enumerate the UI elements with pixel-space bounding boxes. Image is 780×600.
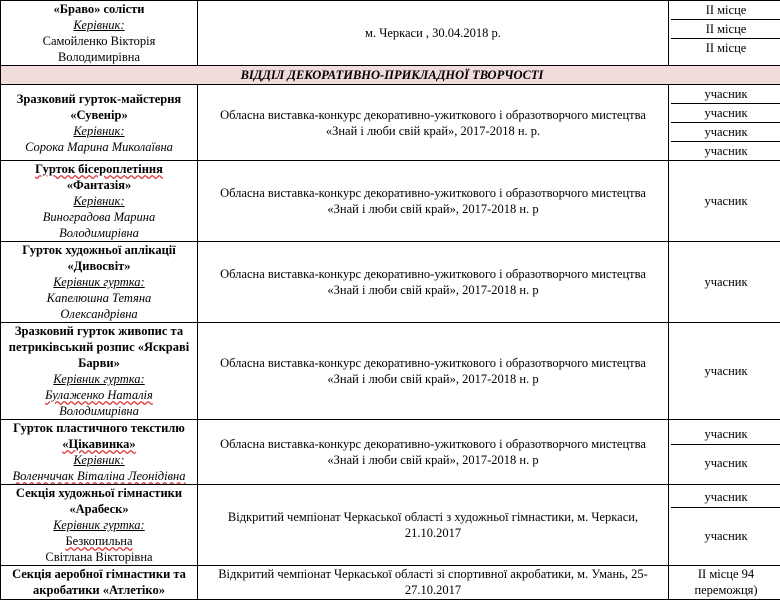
event-cell [198,242,669,323]
event-text-2: 21.10.2017 [200,525,666,541]
section-header [1,66,780,85]
leader-name-text: Безкопильна [65,534,132,548]
leader-name-2: Олександрівна [3,306,195,322]
leader-label: Керівник: [3,193,195,209]
result-item: учасник [671,424,780,445]
group-cell [1,566,198,600]
event-text: Обласна виставка-конкурс декоративно-ужиткового і образотворчого мистецтва [200,266,666,282]
event-cell [198,1,669,66]
leader-name [3,533,195,549]
event-text: Обласна виставка-конкурс декоративно-ужиткового і образотворчого мистецтва [200,355,666,371]
result-cell [669,1,780,66]
event-cell [198,161,669,242]
group-cell [1,242,198,323]
result-item: учасник [671,508,780,564]
result-item: учасник [671,274,780,290]
group-title-2 [3,436,195,452]
result-item: ІІ місце [671,1,780,20]
ensemble-cell [1,1,198,66]
event-text: Відкритий чемпіонат Черкаської області з художньої гімнастики, м. Черкаси, [200,509,666,525]
leader-name-text: Воленчичак Віталіна Леонідівна [13,469,186,483]
leader-label: Керівник гуртка: [3,274,195,290]
event-text-2: 27.10.2017 [200,582,666,598]
group-title-2: «Сувенір» [3,107,195,123]
result-item: учасник [671,104,780,123]
result-cell [669,323,780,420]
event-text: Обласна виставка-конкурс декоративно-ужиткового і образотворчого мистецтва [200,107,666,123]
result-item: учасник [671,142,780,160]
group-title-2: акробатики «Атлетіко» [3,582,195,598]
group-cell [1,161,198,242]
result-item: учасник [671,363,780,379]
result-item: ІІ місце 94 [671,566,780,582]
group-title-2: «Дивосвіт» [3,258,195,274]
group-title: Гурток художньої аплікації [3,242,195,258]
result-cell [669,485,780,566]
result-item: учасник [671,445,780,481]
group-title [3,161,195,177]
leader-name-text: Булаженко Наталія [45,388,153,402]
event-cell [198,85,669,161]
table-row [1,161,780,242]
event-text: Обласна виставка-конкурс декоративно-ужиткового і образотворчого мистецтва [200,185,666,201]
leader-name: Виноградова Марина [3,209,195,225]
group-title: Секція художньої гімнастики [3,485,195,501]
event-text-2: «Знай і люби свій край», 2017-2018 н. р. [200,123,666,139]
event-text-2: «Знай і люби свій край», 2017-2018 н. р [200,371,666,387]
leader-name-2: Світлана Вікторівна [3,549,195,565]
leader-name-2: Володимирівна [3,49,195,65]
table-row [1,566,780,600]
event-cell [198,323,669,420]
group-title: Секція аеробної гімнастики та [3,566,195,582]
leader-name: Сорока Марина Миколаївна [3,139,195,155]
result-item: учасник [671,85,780,104]
leader-name: Самойленко Вікторія [3,33,195,49]
event-text-2: «Знай і люби свій край», 2017-2018 н. р [200,452,666,468]
result-cell [669,242,780,323]
leader-label: Керівник: [3,452,195,468]
group-cell [1,323,198,420]
group-title-text: «Цікавинка» [62,437,135,451]
event-text: Відкритий чемпіонат Черкаської області зі спортивної акробатики, м. Умань, 25- [200,566,666,582]
leader-label: Керівник: [3,17,195,33]
leader-name: Капелюшна Тетяна [3,290,195,306]
group-title-2: «Арабеск» [3,501,195,517]
result-cell [669,566,780,600]
table-row [1,85,780,161]
leader-name-2: Володимирівна [3,225,195,241]
section-title: ВІДДІЛ ДЕКОРАТИВНО-ПРИКЛАДНОЇ ТВОРЧОСТІ [1,66,780,85]
group-title-2: «Фантазія» [3,177,195,193]
event-text: Обласна виставка-конкурс декоративно-ужиткового і образотворчого мистецтва [200,436,666,452]
event-text: м. Черкаси , 30.04.2018 р. [200,25,666,41]
group-cell [1,85,198,161]
group-title: Зразковий гурток живопис та [3,323,195,339]
result-cell [669,85,780,161]
leader-name [3,387,195,403]
event-cell [198,485,669,566]
group-title-3: Барви» [3,355,195,371]
table-row [1,1,780,66]
group-title-2: петриківський розпис «Яскраві [3,339,195,355]
result-item: учасник [671,123,780,142]
group-title-text: Гурток бісероплетіння [35,162,163,176]
event-cell [198,566,669,600]
event-cell [198,420,669,485]
leader-label: Керівник гуртка: [3,371,195,387]
result-cell [669,420,780,485]
leader-name [3,468,195,484]
result-item-2: переможця) [671,582,780,598]
event-text-2: «Знай і люби свій край», 2017-2018 н. р [200,282,666,298]
group-title: Гурток пластичного текстилю [3,420,195,436]
result-item: учасник [671,193,780,209]
result-item: ІІ місце [671,39,780,57]
table-row [1,323,780,420]
result-item: ІІ місце [671,20,780,39]
leader-label: Керівник: [3,123,195,139]
group-title: Зразковий гурток-майстерня [3,91,195,107]
leader-name-2: Володимирівна [3,403,195,419]
table-row [1,242,780,323]
table-row [1,420,780,485]
group-cell [1,420,198,485]
group-cell [1,485,198,566]
result-item: учасник [671,487,780,508]
leader-label: Керівник гуртка: [3,517,195,533]
result-cell [669,161,780,242]
ensemble-title: «Браво» солісти [3,1,195,17]
event-text-2: «Знай і люби свій край», 2017-2018 н. р [200,201,666,217]
table-row [1,485,780,566]
